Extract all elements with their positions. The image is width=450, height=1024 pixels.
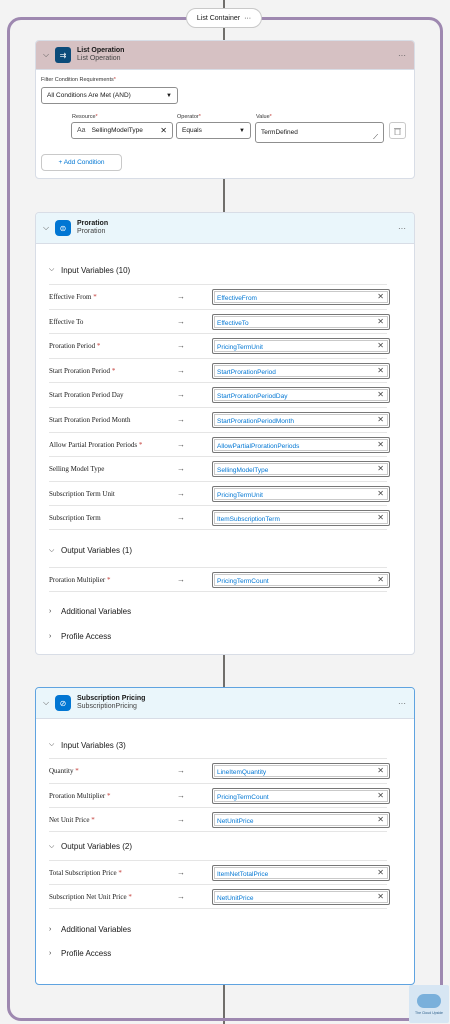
- arrow-right-icon: →: [177, 790, 185, 800]
- resource-field[interactable]: Aa SellingModelType ✕: [71, 122, 173, 139]
- list-operation-subtitle: List Operation: [77, 55, 121, 62]
- list-operation-header[interactable]: [36, 41, 414, 70]
- variable-value-pill: EffectiveFrom: [214, 291, 388, 303]
- dropdown-icon: ▼: [239, 127, 245, 134]
- proration-subtitle: Proration: [77, 228, 106, 235]
- clear-icon[interactable]: ✕: [160, 126, 167, 135]
- cloud-icon: [417, 994, 441, 1008]
- subscription-pricing-icon: ⊘: [55, 695, 71, 711]
- clear-icon[interactable]: ✕: [377, 574, 384, 584]
- variable-value-pill: ItemNetTotalPrice: [214, 867, 388, 879]
- proration-title: Proration: [77, 219, 109, 227]
- chevron-right-icon: ›: [49, 632, 52, 640]
- variable-value-pill: EffectiveTo: [214, 316, 388, 328]
- arrow-right-icon: →: [177, 390, 185, 400]
- arrow-right-icon: →: [177, 316, 185, 326]
- clear-icon[interactable]: ✕: [377, 892, 384, 902]
- chevron-right-icon: ›: [49, 950, 52, 958]
- variable-value-field[interactable]: [212, 461, 390, 477]
- list-container-pill[interactable]: [186, 8, 262, 28]
- proration-output-list: [36, 567, 414, 592]
- clear-icon[interactable]: ✕: [377, 867, 384, 877]
- variable-value-pill: NetUnitPrice: [214, 814, 388, 826]
- chevron-down-icon[interactable]: ⌵: [42, 223, 50, 232]
- variable-row: [49, 309, 387, 334]
- clear-icon[interactable]: ✕: [377, 390, 384, 400]
- value-label: Value*: [256, 114, 272, 120]
- subscription-pricing-title: Subscription Pricing: [77, 694, 146, 702]
- variable-name: Proration Multiplier *: [49, 791, 111, 800]
- output-variables-heading: Output Variables (2): [61, 842, 132, 852]
- variable-row: [49, 807, 387, 832]
- logo-text: The Cloud Upside: [414, 1010, 443, 1015]
- variable-value-pill: SellingModelType: [214, 463, 388, 475]
- filter-label: Filter Condition Requirements*: [41, 77, 116, 83]
- chevron-down-icon: ⌵: [49, 546, 55, 554]
- variable-name: Net Unit Price *: [49, 816, 95, 825]
- variable-value-pill: PricingTermCount: [214, 790, 388, 802]
- variable-value-pill: StartProrationPeriod: [214, 365, 388, 377]
- variable-row: [49, 884, 387, 909]
- chevron-down-icon: ⌵: [49, 741, 55, 748]
- variable-value-pill: ItemSubscriptionTerm: [214, 512, 388, 524]
- variable-row: [49, 758, 387, 783]
- variable-value-field[interactable]: [212, 437, 390, 453]
- chevron-right-icon: ›: [49, 608, 52, 616]
- variable-row: [49, 358, 387, 383]
- variable-row: [49, 481, 387, 506]
- operator-select[interactable]: Equals ▼: [176, 122, 251, 139]
- chevron-down-icon: ⌵: [49, 842, 55, 850]
- variable-value-field[interactable]: [212, 314, 390, 330]
- variable-value-field[interactable]: [212, 865, 390, 881]
- subscription-output-section[interactable]: [36, 835, 414, 859]
- variable-row: [49, 567, 387, 592]
- variable-name: Subscription Net Unit Price *: [49, 893, 132, 902]
- variable-row: [49, 382, 387, 407]
- profile-access-label: Profile Access: [61, 949, 112, 959]
- variable-row: [49, 407, 387, 432]
- proration-output-section[interactable]: [36, 539, 414, 563]
- arrow-right-icon: →: [177, 341, 185, 351]
- resource-label: Resource*: [72, 114, 98, 120]
- variable-name: Allow Partial Proration Periods *: [49, 440, 143, 449]
- variable-value-pill: LineItemQuantity: [214, 765, 388, 777]
- chevron-down-icon[interactable]: ⌵: [42, 50, 50, 59]
- variable-value-field[interactable]: [212, 572, 390, 588]
- clear-icon[interactable]: ✕: [377, 292, 384, 301]
- variable-value-pill: AllowPartialProrationPeriods: [214, 439, 388, 451]
- variable-name: Subscription Term: [49, 514, 101, 523]
- variable-row: [49, 505, 387, 530]
- variable-name: Effective From *: [49, 293, 97, 301]
- clear-icon[interactable]: ✕: [377, 316, 384, 326]
- variable-value-field[interactable]: [212, 289, 390, 305]
- clear-icon[interactable]: ✕: [377, 414, 384, 424]
- arrow-right-icon: →: [177, 867, 185, 877]
- delete-condition-button[interactable]: [389, 122, 406, 139]
- variable-row: [49, 333, 387, 358]
- trash-icon: [394, 127, 401, 135]
- variable-value-field[interactable]: [212, 387, 390, 403]
- input-variables-heading: Input Variables (3): [61, 740, 126, 750]
- cloud-upside-logo: [409, 985, 449, 1023]
- arrow-right-icon: →: [177, 464, 185, 474]
- operator-label: Operator*: [177, 114, 201, 120]
- subscription-pricing-header[interactable]: [36, 688, 414, 719]
- clear-icon[interactable]: ✕: [377, 341, 384, 351]
- subscription-output-list: [36, 860, 414, 909]
- profile-access-label: Profile Access: [61, 631, 112, 641]
- arrow-right-icon: →: [177, 513, 185, 523]
- profile-access-toggle[interactable]: [36, 624, 414, 649]
- variable-value-pill: StartProrationPeriodMonth: [214, 414, 388, 426]
- variable-value-pill: PricingTermCount: [214, 574, 388, 586]
- chevron-right-icon: ›: [49, 925, 52, 933]
- value-input[interactable]: TermDefined ⟋: [255, 122, 384, 143]
- variable-row: [49, 284, 387, 309]
- more-actions-icon[interactable]: ···: [398, 223, 406, 233]
- dropdown-icon: ▼: [166, 92, 172, 99]
- variable-value-pill: StartProrationPeriodDay: [214, 389, 388, 401]
- list-container-label: List Container: [196, 14, 241, 22]
- subscription-pricing-card[interactable]: [35, 687, 415, 985]
- output-variables-heading: Output Variables (1): [61, 546, 132, 556]
- additional-variables-toggle[interactable]: [36, 917, 414, 942]
- clear-icon[interactable]: ✕: [377, 790, 384, 800]
- clear-icon[interactable]: ✕: [377, 439, 384, 449]
- variable-value-field[interactable]: [212, 763, 390, 779]
- filter-select[interactable]: All Conditions Are Met (AND) ▼: [41, 87, 178, 104]
- variable-row: [49, 783, 387, 808]
- arrow-right-icon: →: [177, 766, 185, 775]
- profile-access-toggle[interactable]: [36, 941, 414, 966]
- variable-value-field[interactable]: [212, 812, 390, 828]
- variable-name: Start Proration Period Day: [49, 391, 124, 400]
- variable-value-pill: PricingTermUnit: [214, 488, 388, 500]
- variable-name: Start Proration Period Month: [49, 415, 131, 424]
- variable-name: Total Subscription Price *: [49, 868, 122, 877]
- variable-name: Proration Multiplier *: [49, 575, 111, 584]
- clear-icon[interactable]: ✕: [377, 365, 384, 375]
- clear-icon[interactable]: ✕: [377, 815, 384, 825]
- variable-row: [49, 432, 387, 457]
- list-operation-card[interactable]: [35, 40, 415, 179]
- more-actions-icon[interactable]: ···: [398, 698, 406, 708]
- variable-value-field[interactable]: [212, 363, 390, 379]
- variable-name: Start Proration Period *: [49, 366, 116, 375]
- proration-card[interactable]: [35, 212, 415, 655]
- variable-value-field[interactable]: [212, 889, 390, 905]
- variable-value-field[interactable]: [212, 788, 390, 804]
- additional-variables-label: Additional Variables: [61, 607, 132, 617]
- variable-value-field[interactable]: [212, 412, 390, 428]
- variable-name: Selling Model Type: [49, 465, 105, 474]
- subscription-input-list: [36, 758, 414, 832]
- arrow-right-icon: →: [177, 892, 185, 902]
- more-icon[interactable]: ···: [244, 14, 252, 22]
- list-operation-title: List Operation: [77, 46, 125, 54]
- resize-handle-icon: ⟋: [373, 134, 378, 141]
- clear-icon[interactable]: ✕: [377, 488, 384, 498]
- variable-name: Subscription Term Unit: [49, 489, 115, 498]
- input-variables-heading: Input Variables (10): [61, 265, 131, 275]
- variable-name: Effective To: [49, 317, 84, 326]
- variable-value-field[interactable]: [212, 486, 390, 502]
- chevron-down-icon[interactable]: ⌵: [42, 698, 50, 707]
- variable-row: [49, 860, 387, 885]
- additional-variables-label: Additional Variables: [61, 924, 132, 934]
- variable-value-field[interactable]: [212, 510, 390, 526]
- add-condition-button[interactable]: + Add Condition: [41, 154, 122, 171]
- variable-value-pill: NetUnitPrice: [214, 891, 388, 903]
- arrow-right-icon: →: [177, 365, 185, 375]
- subscription-input-section[interactable]: [36, 733, 414, 757]
- clear-icon[interactable]: ✕: [377, 766, 384, 775]
- text-type-icon: Aa: [77, 127, 86, 134]
- proration-input-list: [36, 284, 414, 530]
- subscription-pricing-subtitle: SubscriptionPricing: [77, 703, 137, 710]
- variable-name: Quantity *: [49, 767, 79, 775]
- proration-input-section[interactable]: [36, 258, 414, 282]
- chevron-down-icon: ⌵: [49, 266, 55, 273]
- list-operation-icon: ⇉: [55, 47, 71, 63]
- clear-icon[interactable]: ✕: [377, 513, 384, 523]
- more-actions-icon[interactable]: ···: [398, 50, 406, 60]
- additional-variables-toggle[interactable]: [36, 600, 414, 625]
- arrow-right-icon: →: [177, 574, 185, 584]
- arrow-right-icon: →: [177, 292, 185, 301]
- arrow-right-icon: →: [177, 414, 185, 424]
- proration-header[interactable]: [36, 213, 414, 244]
- variable-value-pill: PricingTermUnit: [214, 340, 388, 352]
- variable-value-field[interactable]: [212, 338, 390, 354]
- clear-icon[interactable]: ✕: [377, 464, 384, 474]
- arrow-right-icon: →: [177, 815, 185, 825]
- variable-name: Proration Period *: [49, 342, 101, 351]
- arrow-right-icon: →: [177, 439, 185, 449]
- arrow-right-icon: →: [177, 488, 185, 498]
- proration-icon: ⊜: [55, 220, 71, 236]
- variable-row: [49, 456, 387, 481]
